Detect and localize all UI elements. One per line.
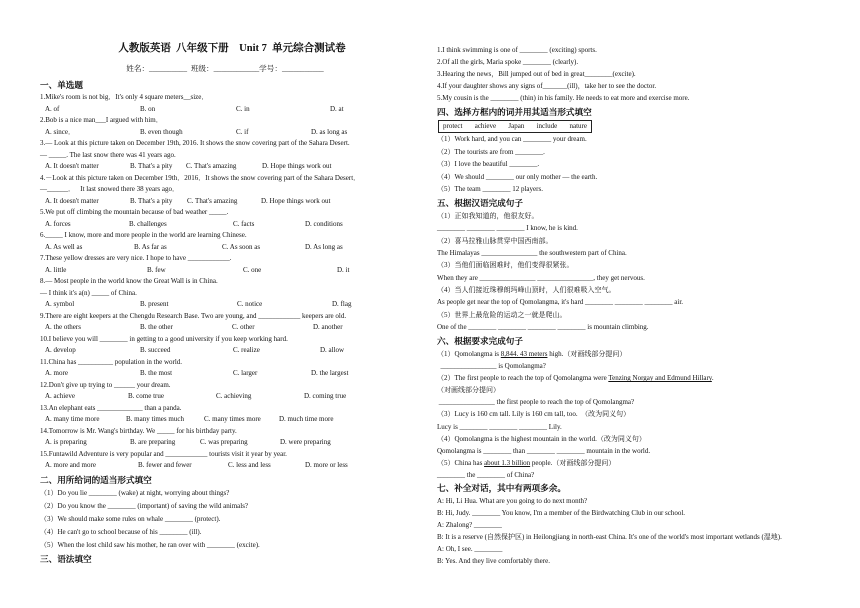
option-b: B. few <box>147 265 166 274</box>
word-box-item: achieve <box>474 122 497 130</box>
question-8 <box>40 276 432 311</box>
question-stem: 7.These yellow dresses are very nice. I hope to have ____________. <box>40 254 232 262</box>
answer-options <box>40 391 432 403</box>
section-7-heading: 七、补全对话，其中有两项多余。 <box>437 483 566 493</box>
prompt-text: . <box>711 374 714 383</box>
question-4 <box>40 173 432 208</box>
left-column <box>40 0 432 608</box>
option-c: C. in <box>236 104 250 113</box>
transform-prompt: （3）Lucy is 160 cm tall. Lily is 160 cm tall, too. （改为同义句） <box>437 410 631 419</box>
question-9 <box>40 311 432 334</box>
dialogue-line: A: Oh, I see. ________ <box>437 545 503 553</box>
option-d: D. it <box>337 265 350 274</box>
question-stem-line-2: —______． It last snowed there 38 years ago． <box>40 185 179 193</box>
option-d: D. more or less <box>305 461 348 469</box>
completion-sentence: One of the ________ ________ ________ ________ is mountain climbing. <box>437 323 649 332</box>
answer-options <box>40 265 432 277</box>
option-a: A. It doesn't matter <box>45 162 99 170</box>
prompt-text: high.（对画线部分提问） <box>547 350 627 358</box>
question-stem: 14.Tomorrow is Mr. Wang's birthday. We _____ for his birthday party. <box>40 426 237 435</box>
option-b: B. That's a pity <box>130 162 173 170</box>
fill-in-item: （2）Do you know the ________ (important) of saving the wild animals? <box>40 502 249 510</box>
dialogue-line: B: Yes. And they live comfortably there. <box>437 557 550 565</box>
option-a: A. the others <box>45 323 81 331</box>
question-12 <box>40 380 432 403</box>
option-c: C. That's amazing <box>187 196 238 205</box>
grammar-item: 1.I think swimming is one of ________ (exciting) sports. <box>437 46 597 54</box>
option-a: A. of <box>45 104 60 113</box>
option-d: D. at <box>330 104 344 113</box>
option-b: B. challenges <box>129 219 167 228</box>
question-13 <box>40 403 432 426</box>
option-c: C. other <box>232 323 255 331</box>
question-2 <box>40 115 432 138</box>
section-4-items <box>437 133 855 196</box>
word-box-item: Japan <box>508 122 525 130</box>
question-stem: 11.China has __________ population in the world. <box>40 357 183 366</box>
section-4-heading: 四、选择方框内的词并用其适当形式填空 <box>437 107 592 117</box>
word-box-sentence: （2）The tourists are from ________. <box>437 147 545 156</box>
transform-prompt <box>437 372 855 384</box>
question-stem: 15.Funtawild Adventure is very popular and ____________ tourists visit it year by year. <box>40 449 287 458</box>
option-b: B. As far as <box>134 242 167 251</box>
option-c: C. one <box>243 265 262 274</box>
option-d: D. another <box>313 323 343 331</box>
instruction-note: （对画线部分提问） <box>437 386 500 395</box>
option-b: B. come true <box>128 392 164 400</box>
answer-options <box>40 299 432 311</box>
completion-sentence: When they are ________________ ________________, they get nervous. <box>437 273 645 282</box>
option-b: B. are preparing <box>130 438 176 446</box>
chinese-prompt: （5）世界上最危险的运动之一就是爬山。 <box>437 310 567 319</box>
section-6-lines <box>437 348 855 481</box>
grammar-item: 4.If your daughter shows any signs of_______(ill)，take her to see the doctor. <box>437 82 657 90</box>
answer-options <box>40 196 432 208</box>
answer-line: ________ the ________ of China? <box>437 470 535 479</box>
answer-options <box>40 368 432 380</box>
question-stem: 2.Bob is a nice man___I argued with him． <box>40 116 163 124</box>
underlined-part: Tenzing Norgay and Edmund Hillary <box>608 374 712 383</box>
option-d: D. much time more <box>279 415 334 423</box>
word-box-item: include <box>536 122 558 130</box>
question-10 <box>40 334 432 357</box>
completion-sentence: As people get near the top of Qomolangma, it's hard ________ ________ ________ air. <box>437 298 684 307</box>
question-6 <box>40 230 432 253</box>
answer-options <box>40 127 432 139</box>
question-stem: 13.An elephant eats _____________ than a panda. <box>40 403 182 412</box>
option-c: C. larger <box>233 369 258 377</box>
fill-in-item: （4）He can't go to school because of his ________ (ill). <box>40 528 202 536</box>
section-2-items <box>40 487 432 552</box>
option-a: A. It doesn't matter <box>45 196 99 205</box>
chinese-prompt: （4）当人们接近珠穆朗玛峰山顶时，人们很难吸入空气。 <box>437 286 616 295</box>
option-a: A. more and more <box>45 461 96 469</box>
chinese-prompt: （2）喜马拉雅山脉贯穿中国西南部。 <box>437 236 553 245</box>
prompt-text: people.（对画线部分提问） <box>530 458 616 467</box>
dialogue-line: B: It is a reserve (自然保护区) in Heilongjiang in north-east China. It's one of the world's most important wetlands (湿地). <box>437 533 782 541</box>
option-d: D. As long as <box>305 242 343 251</box>
question-stem: 9.There are eight keepers at the Chengdu Research Base. Two are young, and ____________ keepers are old. <box>40 311 347 320</box>
option-b: B. on <box>140 104 156 113</box>
option-a: A. achieve <box>45 392 75 400</box>
question-stem: 12.Don't give up trying to ______ your dream. <box>40 380 171 389</box>
answer-options <box>40 460 432 472</box>
option-d: D. the largest <box>311 369 349 377</box>
question-stem-line-2: — _____. The last snow there was 41 years ago. <box>40 150 176 159</box>
transform-prompt <box>437 348 855 360</box>
option-b: B. the most <box>140 369 173 377</box>
answer-options <box>40 345 432 357</box>
option-a: A. little <box>45 265 67 274</box>
option-c: C. was preparing <box>200 438 248 446</box>
section-5-lines <box>437 210 855 333</box>
section-6-heading: 六、根据要求完成句子 <box>437 336 523 346</box>
option-d: D. flag <box>332 300 352 308</box>
word-box-sentence: （4）We should ________ our only mother — the earth. <box>437 172 598 181</box>
option-a: A. forces <box>45 219 71 228</box>
option-d: D. as long as <box>311 127 348 136</box>
option-a: A. is preparing <box>45 438 87 446</box>
section-3-heading: 三、语法填空 <box>40 554 92 564</box>
answer-options <box>40 322 432 334</box>
student-info-line: 姓名：__________ 班级：____________学号：___________ <box>126 64 324 73</box>
fill-in-item: （1）Do you lie ________ (wake) at night, worrying about things? <box>40 489 230 497</box>
completion-sentence: ________ ________ ________ I know, he is kind. <box>437 224 578 233</box>
question-stem: 5.We put off climbing the mountain because of bad weather _____. <box>40 208 229 216</box>
option-b: B. That's a pity <box>130 196 173 205</box>
option-a: A. more <box>45 369 68 377</box>
option-d: D. were preparing <box>280 438 331 446</box>
fill-in-item: （3）We should make some rules on whale ________ (protect). <box>40 515 221 523</box>
right-column <box>437 0 855 608</box>
answer-line: Lucy is ________ ________ ________ Lily. <box>437 422 562 431</box>
underlined-part: 8,844. 43 meters <box>500 350 548 358</box>
section-7-dialogue <box>437 495 855 567</box>
option-c: C. As soon as <box>222 242 261 251</box>
option-b: B. the other <box>140 323 173 331</box>
option-d: D. Hope things work out <box>262 162 332 170</box>
answer-line: ________________ the first people to reach the top of Qomolangma? <box>437 398 635 407</box>
option-c: C. facts <box>233 219 255 228</box>
answer-options <box>40 437 432 449</box>
option-d: D. allow <box>320 346 345 354</box>
section-3-items <box>437 44 855 104</box>
fill-in-item: （5）When the lost child saw his mother, he ran over with ________ (excite). <box>40 541 260 549</box>
question-stem: 8.— Most people in the world know the Great Wall is in China. <box>40 277 218 285</box>
option-c: C. achieving <box>216 392 252 400</box>
transform-prompt <box>437 457 855 469</box>
grammar-item: 2.Of all the girls, Maria spoke ________ (clearly). <box>437 58 579 66</box>
word-box-sentence: （5）The team ________ 12 players. <box>437 185 543 193</box>
option-b: B. present <box>140 300 169 308</box>
option-a: A. many time more <box>45 415 100 423</box>
section-2-heading: 二、用所给词的适当形式填空 <box>40 475 152 485</box>
grammar-item: 5.My cousin is the ________ (thin) in his family. He needs to eat more and exercise more. <box>437 94 690 102</box>
grammar-item: 3.Hearing the news，Bill jumped out of bed in great________(excite). <box>437 70 636 78</box>
section-1-heading: 一、单选题 <box>40 80 83 90</box>
answer-options <box>40 161 432 173</box>
answer-options <box>40 219 432 231</box>
question-14 <box>40 426 432 449</box>
question-5 <box>40 207 432 230</box>
option-d: D. Hope things work out <box>261 196 331 205</box>
word-box-sentence: （1）Work hard, and you can ________ your dream. <box>437 135 587 143</box>
option-b: B. succeed <box>140 346 171 354</box>
question-15 <box>40 449 432 472</box>
answer-options <box>40 242 432 254</box>
option-a: A. As well as <box>45 242 83 251</box>
question-3 <box>40 138 432 173</box>
question-stem-line-2: — I think it's a(n) _____ of China. <box>40 288 137 297</box>
question-stem: 1.Mike's room is not big．It's only 4 square meters__size． <box>40 93 209 101</box>
option-a: A. develop <box>45 346 76 354</box>
answer-line: Qomolangma is ________ than ________ ________ mountain in the world. <box>437 446 651 455</box>
question-stem: 4.－Look at this picture taken on December 19th．2016．It shows the snow covering part of the Sahara Desert． <box>40 173 361 182</box>
question-stem: 10.I believe you will ________ in getting to a good university if you keep working hard. <box>40 334 288 343</box>
option-c: C. notice <box>237 300 263 308</box>
paper-title: 人教版英语 八年级下册 Unit 7 单元综合测试卷 <box>118 43 346 54</box>
completion-sentence: The Himalayas ________________ the southwestern part of China. <box>437 249 627 258</box>
chinese-prompt: （1）正如我知道的，他很友好。 <box>437 212 539 220</box>
prompt-text: （5）China has <box>437 458 485 467</box>
question-11 <box>40 357 432 380</box>
option-a: A. since． <box>45 127 75 136</box>
option-b: B. even though <box>140 127 183 136</box>
section-1-questions <box>40 92 432 472</box>
question-1 <box>40 92 432 115</box>
question-7 <box>40 253 432 276</box>
dialogue-line: A: Hi, Li Hua. What are you going to do next month? <box>437 497 588 505</box>
chinese-prompt: （3）当他们面临困难时，他们变得很紧张。 <box>437 261 574 270</box>
option-d: D. conditions <box>305 219 343 228</box>
option-b: B. fewer and fewer <box>138 461 192 469</box>
prompt-text: （1）Qomolangma is <box>437 350 501 358</box>
option-c: C. less and less <box>228 461 271 469</box>
dialogue-line: B: Hi, Judy. ________ You know, I'm a member of the Birdwatching Club in our school. <box>437 509 686 517</box>
answer-options <box>40 414 432 426</box>
option-a: A. symbol <box>45 300 75 308</box>
transform-prompt: （4）Qomolangma is the highest mountain in the world.（改为同义句） <box>437 434 646 443</box>
option-b: B. many times much <box>126 415 184 423</box>
word-box-sentence: （3）I love the beautiful ________. <box>437 160 540 168</box>
section-5-heading: 五、根据汉语完成句子 <box>437 198 523 208</box>
question-stem: 3.— Look at this picture taken on December 19th, 2016. It shows the snow covering part of the Sahara Desert. <box>40 139 350 147</box>
word-box-item: nature <box>569 122 587 130</box>
underlined-part: about 1.3 billion <box>484 458 531 467</box>
word-box-item: protect <box>443 122 463 130</box>
option-c: C. if <box>236 127 249 136</box>
option-c: C. That's amazing <box>186 162 237 170</box>
question-stem: 6._____ I know, more and more people in the world are learning Chinese. <box>40 231 247 239</box>
option-c: C. many times more <box>204 415 261 423</box>
option-d: D. coming true <box>304 392 347 400</box>
word-box <box>438 120 592 133</box>
prompt-text: （2）The first people to reach the top of Qomolangma were <box>437 374 609 383</box>
option-c: C. realize <box>233 346 260 354</box>
answer-line: ________________ is Qomolangma? <box>437 362 546 371</box>
dialogue-line: A: Zhalong? ________ <box>437 521 502 529</box>
answer-options <box>40 104 432 116</box>
